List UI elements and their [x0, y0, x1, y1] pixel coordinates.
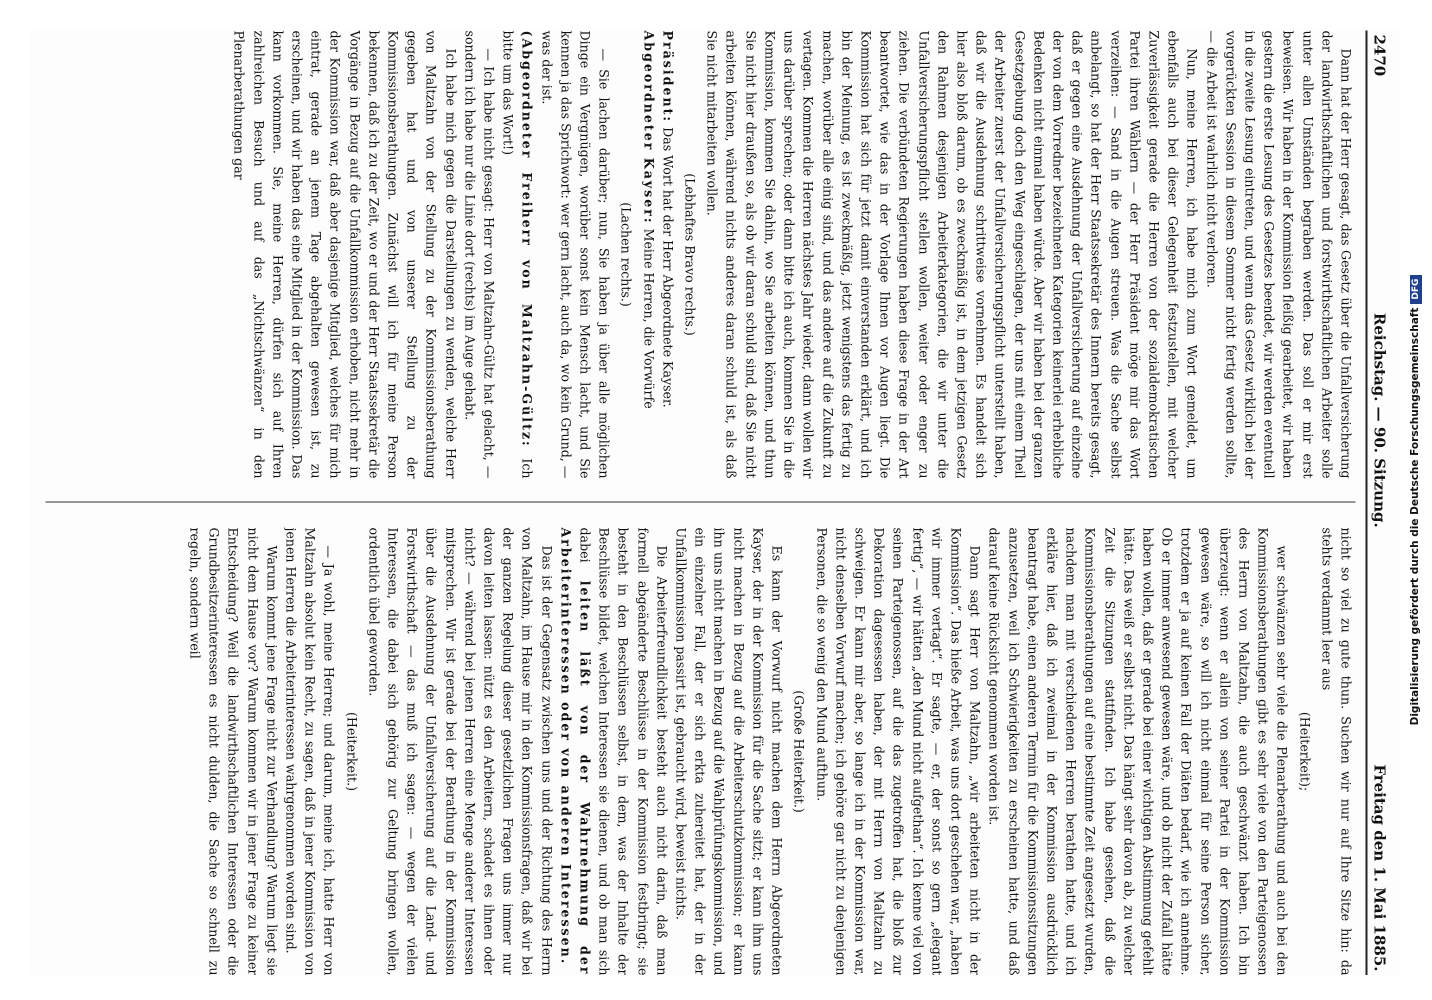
paragraph-text: (Heiterkeit.): [344, 712, 360, 791]
right-column: [38, 528, 1356, 976]
paragraph: [556, 528, 671, 976]
paragraph: [499, 31, 537, 479]
speaker-name: (Abgeordneter Freiherr von Maltzahn-Gültz:: [519, 30, 535, 448]
stage-direction: [680, 31, 699, 479]
paragraph: [230, 31, 460, 479]
paragraph: [185, 528, 281, 976]
paragraph: [703, 31, 1202, 479]
paragraph: [671, 528, 786, 976]
paragraph-text: Das Wort hat der Herr Abgeordnete Kayser.: [660, 123, 676, 408]
digitization-credit: [1409, 20, 1429, 980]
paragraph-text: — Ich habe nicht gesagt: Herr von Maltzahn-Gültz hat gelacht, — sondern ich habe nur die Linie dort (rechts) im Auge gehabt.: [462, 30, 497, 479]
paragraph-text: Dann hat der Herr gesagt, das Gesetz über die Unfallversicherung der landwirthschaftlichen und forstwirthschaftlichen Arbeiter solle unter allen Umständen begraben werden. Das soll er mir erst beweisen. Wir haben in der Kommission fleißig gearbeitet, wir haben gestern die erste Lesung des Gesetzes beendet, wir werden eventuell in die zweite Lesung eintreten, und wenn das Gesetz wirklich bei der vorgerückten Session in diesem Sommer nicht fertig werden sollte, — die Arbeit ist wahrlich nicht verloren.: [1204, 30, 1354, 479]
paragraph: [639, 31, 658, 479]
paragraph-text: Dann sagt Herr von Maltzahn, „wir arbeiteten nicht in der Kommission“. Das hieße Arbeit, was uns dort geschehen war, „haben wir immer vertagt“. Er sagte, — er, der sonst so gern „elegant fertig“, — wir hätten „den Mund nicht aufgethan“. Ich kenne viel von seinen Parteigenossen, auf die das zugetroffen hat, die bloß zur Dekoration dagesessen haben, der mit Herrn von Maltzahn zu schweigen. Er kann mir aber, so lange ich in der Kommission war, nicht denselben Vorwurf machen; ich gehöre gar nicht zu denjenigen Personen, die so wenig den Mund aufthun.: [814, 527, 983, 975]
page-header: [1366, 31, 1400, 976]
speaker-name: Präsident:: [660, 30, 676, 124]
rotated-page-content: [30, 31, 1400, 976]
left-column: [38, 31, 1356, 479]
paragraph-text: Warum kommt jene Frage nicht zur Verhandlung? Warum liegt sie nicht dem Hause vor? Warum kommen wir in jener Frage zu keiner Entscheidung? Weil die landwirthschaftlichen Interessen oder die Grundbesitzerinteressen es nicht dulden, die Sache so schnell zu regeln, sondern weil: [187, 527, 280, 975]
stage-direction: [617, 31, 636, 479]
paragraph-text: Die Arbeiterfreundlichkeit besteht auch nicht darin, daß man formell abgeänderte Beschlüsse in der Kommission festbringt; sie besteht in den Beschlüssen selbst, in dem, was der Inhalte der Beschlüsse bildet, welchen Interessen sie dienen, und ob man sich dabei: [577, 527, 670, 975]
paragraph-text: Das ist der Gegensatz zwischen uns und der Richtung des Herrn von Maltzahn, im Hause mir in den Kommissionsfragen, daß wir bei der ganzen Regelung dieser gesetzlichen Fragen uns immer nur davon leiten lassen: nützt es den Arbeitern, schadet es ihnen oder nicht? — während bei jenen Herren eine Menge anderer Interessen mitsprechen. Wir ist gerade bei der Berathung in der Kommission über die Ausdehnung der Unfallversicherung auf die Land- und Forstwirthschaft — das muß ich sagen: — wegen der vielen Interessen, die dabei sich gehörig zur Geltung bringen wollen, ordentlich übel geworden.: [366, 527, 555, 975]
paragraph: [537, 31, 614, 479]
paragraph: [658, 31, 677, 479]
digitization-credit-strip: [1405, 0, 1432, 1000]
paragraph-text: nicht so viel zu gute thun. Suchen wir nur auf Ihre Sitze hin: da stehts verdammt leer aus: [1319, 527, 1354, 975]
paragraph-text: Ich bitte um das Wort!): [500, 30, 535, 479]
paragraph: [1317, 528, 1355, 976]
credit-text: Digitalisierung gefördert durch die Deutsche Forschungsgemeinschaft: [1409, 307, 1421, 726]
emphasized-text: leiten läßt von der Wahrnehmung der Arbeiterinteressen oder von anderen Interessen.: [558, 527, 593, 975]
paragraph-text: (Heiterkeit);: [1297, 711, 1313, 792]
paragraph-text: Meine Herren, die Vorwürfe: [641, 224, 657, 409]
paragraph: [364, 528, 556, 976]
paragraph-text: (Lachen rechts.): [618, 202, 634, 307]
speaker-name: Abgeordneter Kayser:: [641, 30, 657, 225]
stage-direction: [790, 528, 809, 976]
paragraph: [281, 528, 339, 976]
session-title: Reichstag. — 90. Sitzung.: [1370, 312, 1389, 528]
paragraph-text: (Große Heiterkeit.): [791, 690, 807, 813]
column-divider: [46, 502, 1356, 503]
paragraph: [985, 528, 1292, 976]
paragraph-text: Nun, meine Herren, ich habe mich zum Wort gemeldet, um ebenfalls auch bei dieser Gelegenheit festzustellen, mit welcher Zuverlässigkeit gerade die Herren von der sozialdemokratischen Partei ihren Wählern — der Herr Präsident möge mir das Wort verzeihen: — Sand in die Augen streuen. Was die Sache selbst anbelangt, so hat der Herr Staatssekretär des Innern bereits gesagt, daß er gegen eine Ausdehnung der Unfallversicherung auf einzelne der von dem Vorredner bezeichneten Kategorien keinerlei erhebliche Bedenken nicht einmal haben würde. Aber wir haben bei der ganzen Gesetzgebung doch den Weg eingeschlagen, der uns mit einem Theil der Arbeiter zuerst der Unfallversicherungspflicht unterstellt haben, daß wir die Ausdehnung schrittweise vornehmen. Es handelt sich hier also bloß darum, ob es zweckmäßig ist, in dem jetzigen Gesetz den Rahmen desjenigen Arbeiterkategorien, die wir unter die Unfallversicherungspflicht stellen wollen, weiter oder enger zu ziehen. Die verbündeten Regierungen haben diese Frage in der Art beantwortet, wie das in der Vorlage Ihnen vor Augen liegt. Die Kommission hat sich für jetzt damit einverstanden erklärt, und ich bin der Meinung, es ist zweckmäßig, jetzt wenigstens das fertig zu machen, worüber alle einig sind, und das andere auf die Zukunft zu vertagen. Kommen die Herren nächstes Jahr wieder, dann wollen wir uns darüber sprechen; oder dann bitte ich auch, kommen Sie in die Kommission, kommen Sie dahin, wo Sie arbeiten können, und thun Sie nicht hier draußen so, als ob wir daran schuld sind, daß Sie nicht arbeiten können, während nichts anderes daran schuld ist, als daß Sie nicht mitarbeiten wollen.: [704, 30, 1200, 479]
paragraph-text: wer schwänzen sehr viele die Plenarberathung und auch bei den Kommissionsberathungen gibt es sehr viele von den Parteigenossen des Herrn von Maltzahn, die auch geschwänzt haben. Ich bin überzeugt: wenn er allein von seiner Partei in der Kommission gewesen wäre, so will ich nicht einmal für seine Person sicher, trotzdem er ja auf keinen Fall der Diäten bedarf, wie ich annehme. Ob er immer anwesend gewesen wäre, und ob nicht der Zufall hätte haben wollen, daß er gerade bei einer wichtigen Abstimmung gefehlt hätte. Das weiß er selbst nicht. Das hängt sehr davon ab, zu welcher Zeit die Sitzungen stattfinden. Ich habe gesehen, daß die Kommissionsberathungen auf eine bestimmte Zeit angesetzt wurden, nachdem man mit verschiedenen Herren berathen hatte, und ich erkläre hier, daß ich zweimal in der Kommission ausdrücklich beantragt habe, einen anderen Termin für die Kommissionssitzungen anzusetzen, weil ich Schwierigkeiten zu erscheinen hatte, und daß darauf keine Rücksicht genommen worden ist.: [986, 527, 1290, 975]
paragraph-text: — Sie lachen darüber; nun, Sie haben ja über alle möglichen Dinge ein Vergnügen, worüber sonst kein Mensch lacht, und Sie kennen ja das Sprichwort: wer gern lacht, auch da, wo kein Grund, — was der ist.: [539, 30, 612, 479]
scanned-page: [30, 30, 1400, 975]
session-date: Freitag den 1. Mai 1885.: [1370, 764, 1389, 972]
stage-direction: [342, 528, 361, 976]
paragraph: [812, 528, 985, 976]
paragraph: [1202, 31, 1356, 479]
paragraph-text: (Lebhaftes Bravo rechts.): [682, 173, 698, 336]
paragraph: [460, 31, 498, 479]
paragraph-text: Ich habe mich gegen die Darstellungen zu wenden, welche Herr von Maltzahn von der Stellung zu der Kommissionsberathung gegeben hat und von unserer Stellung zu der Kommissionsberathungen. Zunächst will ich für meine Person bekennen, daß ich zu der Zeit, wo er und der Herr Staatssekretär die Vorgänge in Bezug auf die Unfallkommission erhoben, nicht mehr in der Kommission war, daß aber dasjenige Mitglied, welches für mich eintrat, gerade an jenem Tage abgehalten gewesen ist, zu erscheinen, und wir haben das eine Mitglied in der Kommission. Das kann vorkommen. Sie, meine Herren, dürfen sich auf Ihren zahlreichen Besuch und auf das „Nichtschwänzen“ in den Plenarberathungen gar: [231, 30, 459, 479]
page-number: 2470: [1370, 34, 1389, 77]
paragraph-text: Es kann der Vorwurf nicht machen dem Herrn Abgeordneten Kayser, der in der Kommission für die Sache sitzt; er kann ihm uns nicht machen in Bezug auf die Arbeiterschutzkommission; er kann ihn uns nicht machen in Bezug auf die Wahlprüfungskommission, und ein einzelner Fall, der er sich erkta zuhereitet hat, der in der Unfallkommission passirt ist, gebraucht wird, beweist nichts.: [673, 527, 785, 975]
stage-direction: [1295, 528, 1314, 976]
dfg-logo: DFG: [1410, 275, 1422, 304]
paragraph-text: — Ja wohl, meine Herren; und darum, meine ich, hatte Herr von Maltzahn absolut kein Recht, zu sagen, daß in jener Kommission von jenen Herren die Arbeiterinteressen wahrgenommen worden sind.: [283, 527, 337, 975]
